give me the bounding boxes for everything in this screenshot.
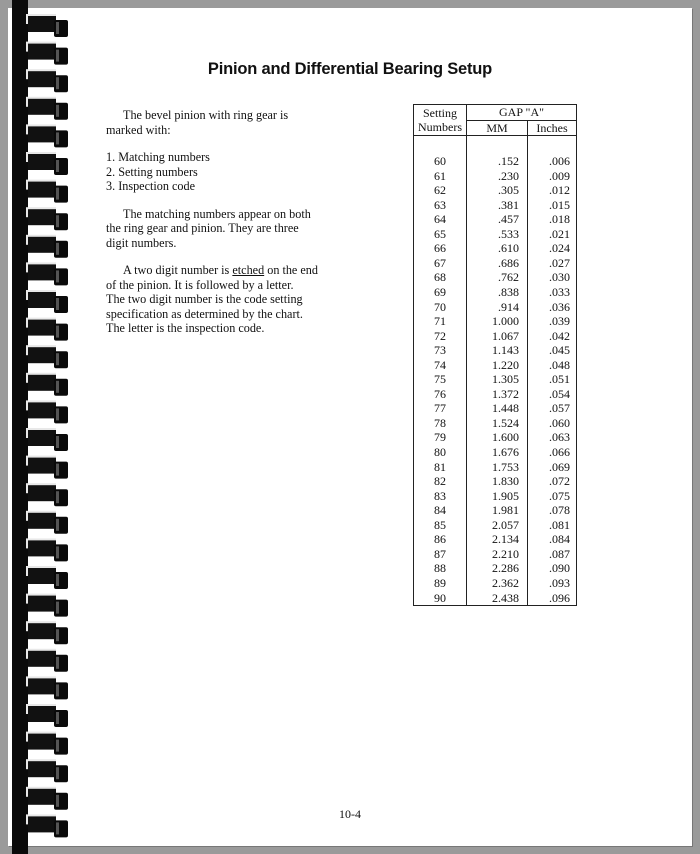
inches-cell: .096 (528, 591, 577, 606)
mm-cell: 1.981 (467, 503, 528, 518)
table-row (414, 212, 577, 227)
mm-cell: 2.438 (467, 591, 528, 606)
mm-cell: 1.067 (467, 329, 528, 344)
header-text: Numbers (418, 120, 462, 135)
list-item: 2. Setting numbers (106, 164, 198, 179)
setting-number-cell: 89 (414, 576, 467, 591)
mm-cell: 2.134 (467, 532, 528, 547)
inches-cell: .075 (528, 489, 577, 504)
setting-number-cell: 71 (414, 314, 467, 329)
gap-table (413, 104, 577, 606)
setting-number-cell: 83 (414, 489, 467, 504)
setting-number-cell: 85 (414, 518, 467, 533)
inches-cell: .039 (528, 314, 577, 329)
table-row (414, 503, 577, 518)
inches-cell: .009 (528, 169, 577, 184)
setting-number-cell: 88 (414, 561, 467, 576)
inches-cell: .018 (528, 212, 577, 227)
setting-number-cell: 64 (414, 212, 467, 227)
setting-number-cell: 72 (414, 329, 467, 344)
setting-number-cell: 62 (414, 183, 467, 198)
mm-cell: 1.905 (467, 489, 528, 504)
table-row (414, 460, 577, 475)
mm-cell: .686 (467, 256, 528, 271)
mm-cell: .457 (467, 212, 528, 227)
mm-cell: .762 (467, 270, 528, 285)
mm-cell: 2.362 (467, 576, 528, 591)
inches-cell: .069 (528, 460, 577, 475)
table-row (414, 489, 577, 504)
table-row (414, 169, 577, 184)
table-row (414, 576, 577, 591)
table-row (414, 329, 577, 344)
mm-cell: .914 (467, 300, 528, 315)
mm-cell: 1.372 (467, 387, 528, 402)
para3-line-4: specification as determined by the chart. (106, 306, 303, 321)
para3-line-5: The letter is the inspection code. (106, 321, 265, 335)
table-row (414, 154, 577, 169)
mm-cell: .152 (467, 154, 528, 169)
table-row (414, 430, 577, 445)
page-number: 10-4 (339, 807, 361, 821)
para2-line-2: the ring gear and pinion. They are three (106, 221, 299, 235)
table-row (414, 300, 577, 315)
setting-number-cell: 84 (414, 503, 467, 518)
setting-number-cell: 79 (414, 430, 467, 445)
table-row (414, 387, 577, 402)
inches-cell: .024 (528, 241, 577, 256)
inches-cell: .063 (528, 430, 577, 445)
mm-cell: 1.220 (467, 358, 528, 373)
mm-cell: 1.000 (467, 314, 528, 329)
inches-cell: .015 (528, 198, 577, 213)
table-row (414, 372, 577, 387)
mm-cell: .610 (467, 241, 528, 256)
para3-text: A two digit number is (123, 263, 233, 277)
setting-number-cell: 61 (414, 169, 467, 184)
mm-cell: 1.448 (467, 401, 528, 416)
mm-header: MM (467, 120, 528, 136)
inches-cell: .006 (528, 154, 577, 169)
setting-number-cell: 69 (414, 285, 467, 300)
header-text: Setting (422, 105, 457, 120)
inches-cell: .060 (528, 416, 577, 431)
setting-number-cell: 87 (414, 547, 467, 562)
inches-cell: .045 (528, 343, 577, 358)
inches-cell: .072 (528, 474, 577, 489)
para3-text: on the end (264, 263, 318, 277)
mm-cell: 1.305 (467, 372, 528, 387)
inches-cell: .087 (528, 547, 577, 562)
page-title: Pinion and Differential Bearing Setup (207, 60, 493, 78)
setting-number-cell: 70 (414, 300, 467, 315)
mm-cell: 1.753 (467, 460, 528, 475)
inches-cell: .081 (528, 518, 577, 533)
table-row (414, 256, 577, 271)
mm-cell: 2.286 (467, 561, 528, 576)
spiral-binding (12, 0, 72, 854)
table-row (414, 518, 577, 533)
setting-number-cell: 77 (414, 401, 467, 416)
inches-cell: .078 (528, 503, 577, 518)
setting-number-cell: 66 (414, 241, 467, 256)
list-item: 3. Inspection code (106, 179, 196, 193)
table-row (414, 532, 577, 547)
list-item: 1. Matching numbers (106, 150, 210, 164)
mm-cell: 1.830 (467, 474, 528, 489)
inches-cell: .090 (528, 561, 577, 576)
setting-number-cell: 60 (414, 154, 467, 169)
inches-cell: .021 (528, 227, 577, 242)
setting-number-cell: 80 (414, 445, 467, 460)
table-row (414, 183, 577, 198)
table-row (414, 198, 577, 213)
setting-number-cell: 74 (414, 358, 467, 373)
inches-cell: .051 (528, 372, 577, 387)
inches-cell: .036 (528, 300, 577, 315)
para2-line-3: digit numbers. (106, 235, 177, 250)
table-row (414, 591, 577, 606)
etched-word: etched (232, 263, 265, 277)
table-row (414, 416, 577, 431)
para3-line-1 (106, 263, 376, 278)
inches-cell: .042 (528, 329, 577, 344)
inches-cell: .033 (528, 285, 577, 300)
mm-cell: 1.524 (467, 416, 528, 431)
table-row (414, 547, 577, 562)
setting-number-cell: 86 (414, 532, 467, 547)
mm-cell: .533 (467, 227, 528, 242)
setting-number-cell: 65 (414, 227, 467, 242)
para3-line-2: of the pinion. It is followed by a letter. (106, 277, 294, 292)
setting-number-cell: 81 (414, 460, 467, 475)
setting-number-cell: 76 (414, 387, 467, 402)
mm-cell: 1.676 (467, 445, 528, 460)
setting-number-cell: 67 (414, 256, 467, 271)
mm-cell: 1.143 (467, 343, 528, 358)
table-row (414, 227, 577, 242)
inches-cell: .030 (528, 270, 577, 285)
mm-cell: .838 (467, 285, 528, 300)
setting-number-cell: 63 (414, 198, 467, 213)
inches-cell: .048 (528, 358, 577, 373)
setting-number-cell: 90 (414, 591, 467, 606)
inches-cell: .084 (528, 532, 577, 547)
body-text (106, 108, 376, 336)
setting-number-cell: 82 (414, 474, 467, 489)
inches-cell: .066 (528, 445, 577, 460)
table-row (414, 445, 577, 460)
table-row (414, 358, 577, 373)
inches-cell: .012 (528, 183, 577, 198)
setting-number-cell: 78 (414, 416, 467, 431)
mm-cell: 1.600 (467, 430, 528, 445)
inches-cell: .054 (528, 387, 577, 402)
setting-number-cell: 68 (414, 270, 467, 285)
intro-line-1: The bevel pinion with ring gear is (123, 108, 289, 122)
table-row (414, 474, 577, 489)
setting-numbers-header (414, 105, 467, 136)
mm-cell: .230 (467, 169, 528, 184)
inches-cell: .027 (528, 256, 577, 271)
mm-cell: 2.057 (467, 518, 528, 533)
mm-cell: .305 (467, 183, 528, 198)
gap-header: GAP "A" (467, 105, 577, 121)
table-row (414, 401, 577, 416)
table-row (414, 343, 577, 358)
mm-cell: 2.210 (467, 547, 528, 562)
table-row (414, 561, 577, 576)
inches-header: Inches (528, 120, 577, 136)
table-row (414, 241, 577, 256)
setting-number-cell: 75 (414, 372, 467, 387)
inches-cell: .093 (528, 576, 577, 591)
para3-line-3: The two digit number is the code setting (106, 292, 303, 306)
para2-line-1: The matching numbers appear on both (123, 206, 311, 221)
table-row (414, 314, 577, 329)
intro-line-2: marked with: (106, 122, 171, 137)
setting-number-cell: 73 (414, 343, 467, 358)
table-row (414, 270, 577, 285)
inches-cell: .057 (528, 401, 577, 416)
mm-cell: .381 (467, 198, 528, 213)
table-row (414, 285, 577, 300)
